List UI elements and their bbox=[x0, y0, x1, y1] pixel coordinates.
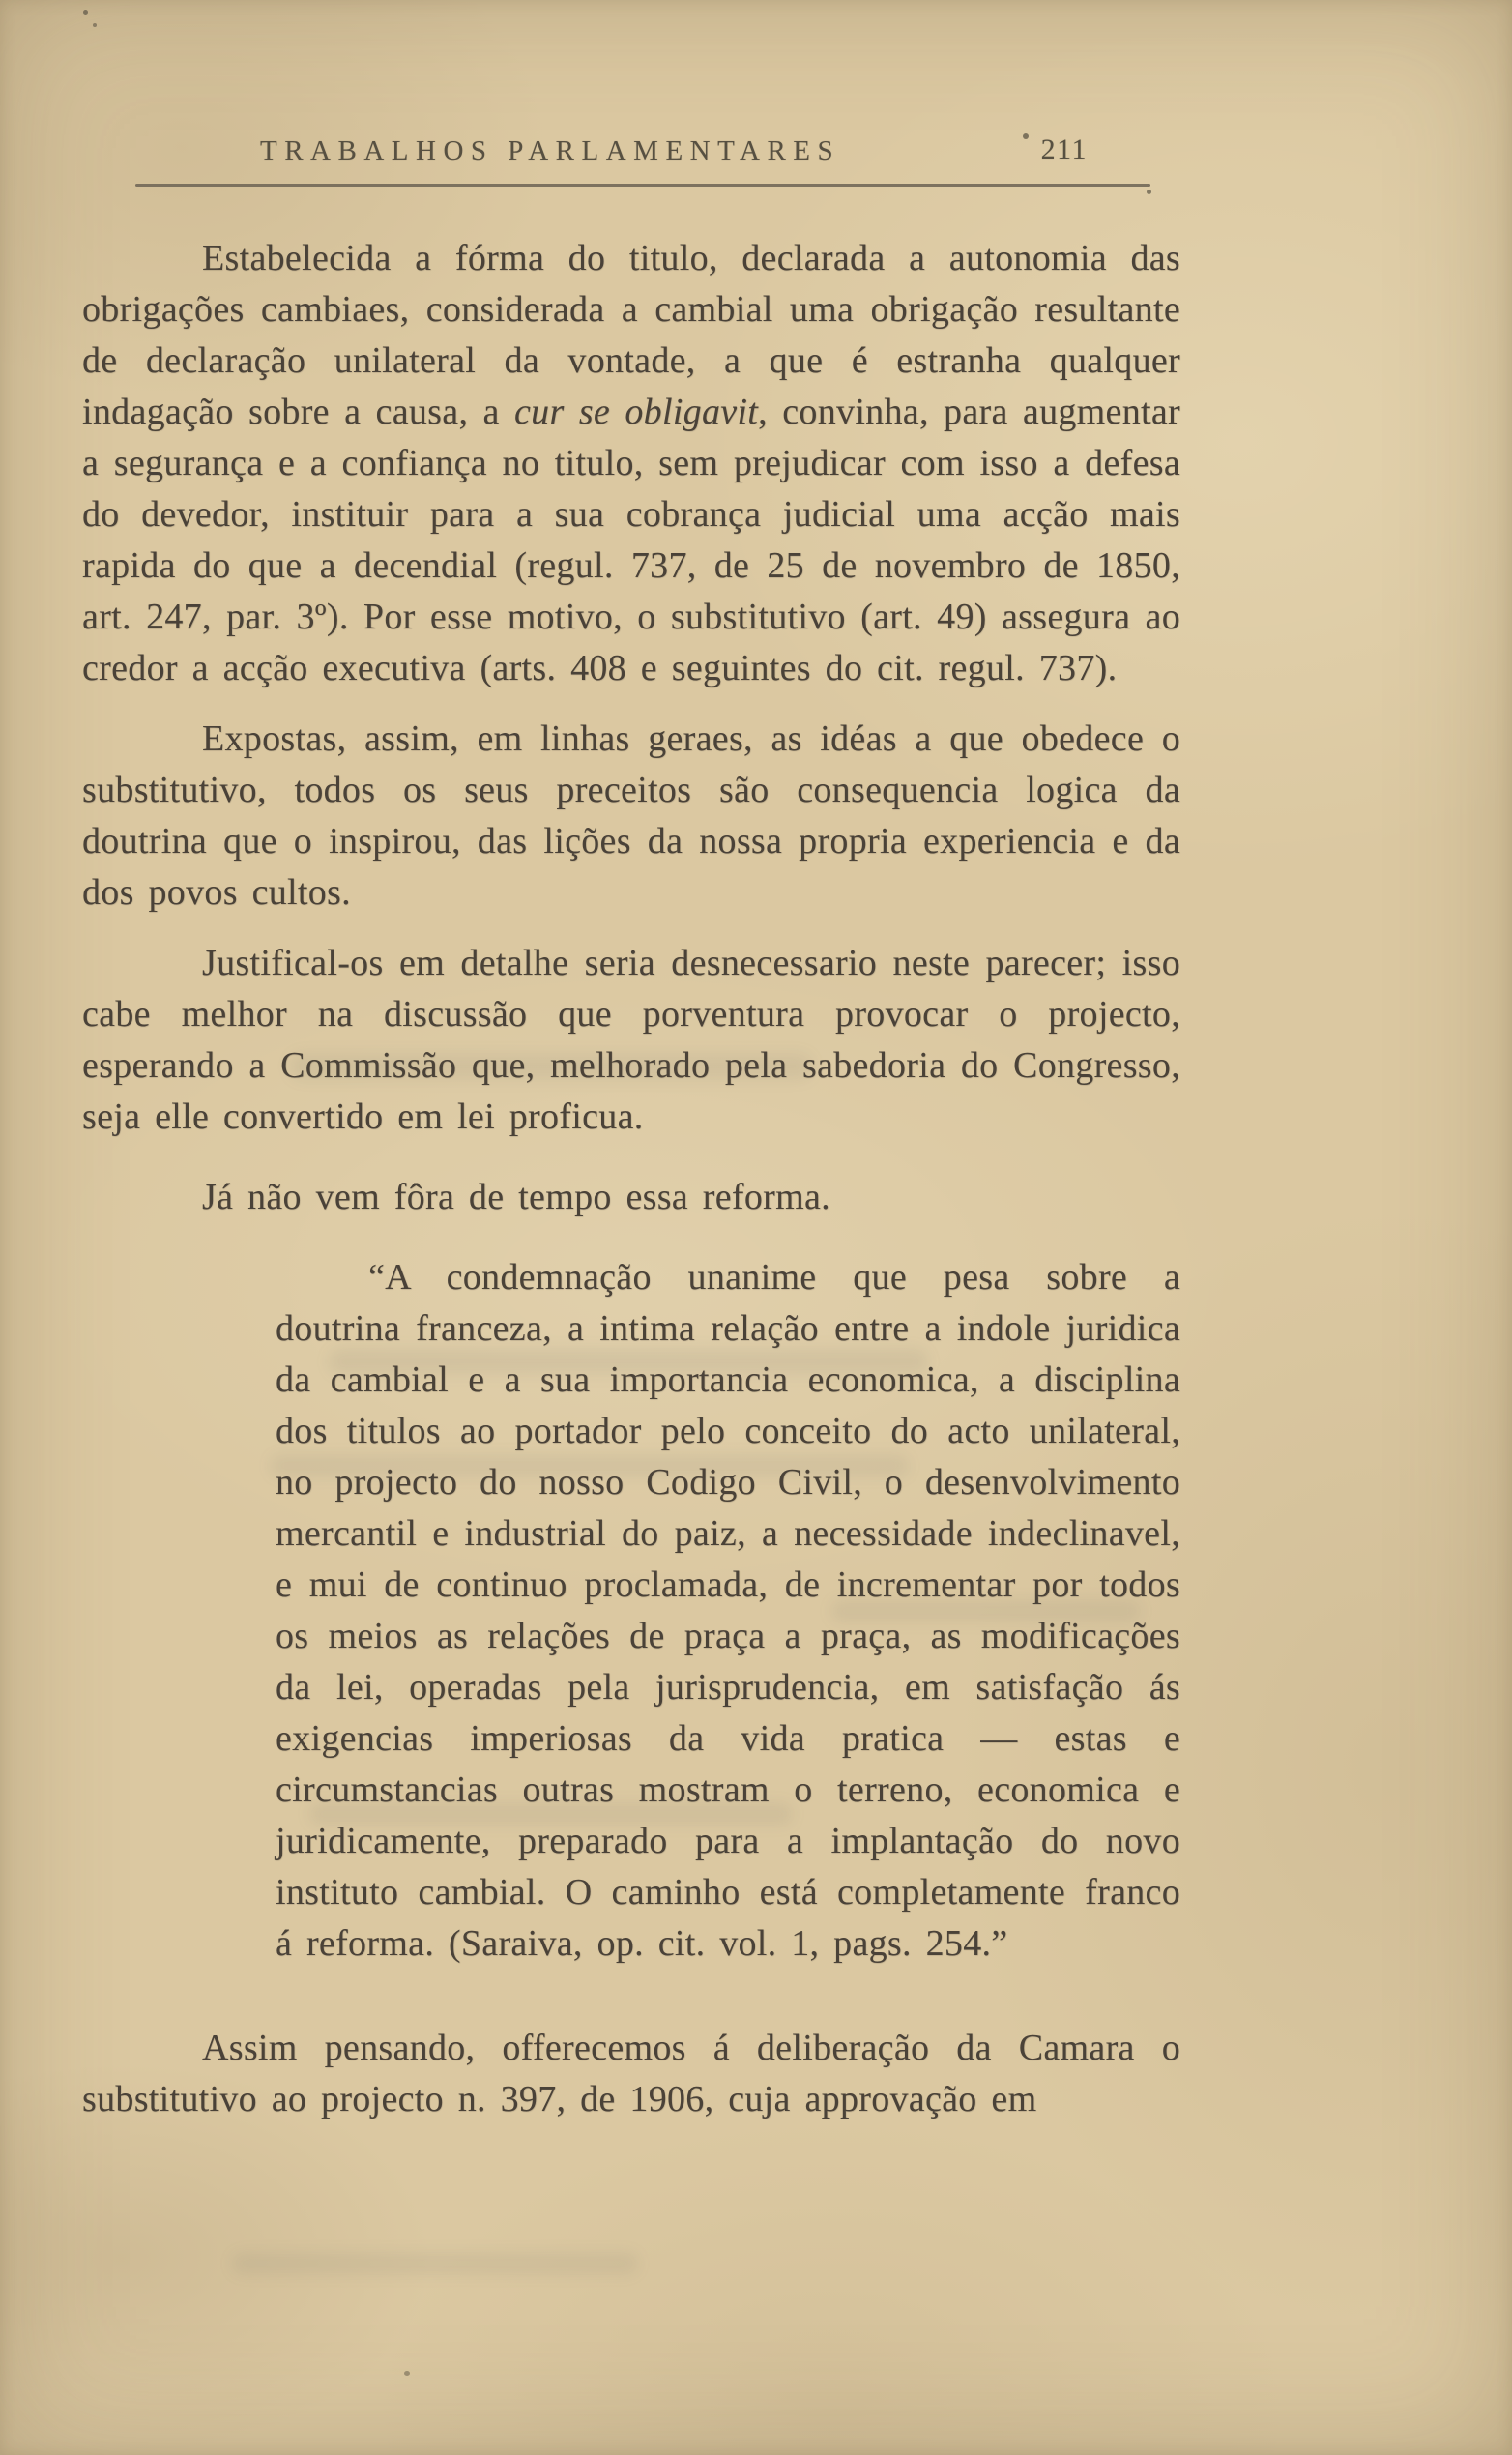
paragraph: Já não vem fôra de tempo essa reforma. bbox=[202, 1177, 830, 1217]
paragraph: Justifical-os em detalhe seria desnecessario neste parecer; isso cabe melhor na discussão que porventura provocar o projecto, esperando a Commissão que, melhorado pela sabedoria do Congresso, seja elle convertido em lei proficua. bbox=[82, 943, 1180, 1137]
show-through-ghost bbox=[232, 2253, 638, 2274]
page-header bbox=[82, 128, 1180, 174]
header-rule bbox=[135, 184, 1150, 187]
page-number: 211 bbox=[1040, 133, 1088, 165]
paragraph-text-segment: , convinha, para augmentar a segurança e a confiança no titulo, sem prejudicar com isso a defesa do devedor, instituir para a sua cobrança judicial uma acção mais rapida do que a decendial (regul. 737, de 25 de novembro de 1850, art. 247, par. 3º). Por esse motivo, o substitutivo (art. 49) assegura ao credor a acção executiva (arts. 408 e seguintes do cit. regul. 737). bbox=[82, 392, 1180, 688]
paragraph: Assim pensando, offerecemos á deliberação da Camara o substitutivo ao projecto n. 397, de 1906, cuja approvação em bbox=[82, 2028, 1180, 2119]
ink-speck bbox=[93, 23, 97, 27]
paragraph bbox=[82, 233, 1180, 694]
ink-speck bbox=[83, 10, 88, 15]
paragraph-text-segment: Estabelecida a fórma do titulo, declarada a autonomia das obrigações cambiaes, considerada a cambial uma obrigação resultante de declaração unilateral da vontade, a que é estranha qualquer indagação sobre a causa, a bbox=[82, 238, 1180, 432]
ink-speck bbox=[404, 2371, 410, 2376]
block-quote: “A condemnação unanime que pesa sobre a doutrina franceza, a intima relação entre a indole juridica da cambial e a sua importancia economica, a disciplina dos titulos ao portador pelo conceito do acto unilateral, no projecto do nosso Codigo Civil, o desenvolvimento mercantil e industrial do paiz, a necessidade indeclinavel, e mui de continuo proclamada, de incrementar por todos os meios as relações de praça a praça, as modificações da lei, operadas pela jurisprudencia, em satisfação ás exigencias imperiosas da vida pratica — estas e circumstancias outras mostram o terreno, economica e juridicamente, preparado para a implantação do novo instituto cambial. O caminho está completamente franco á reforma. (Saraiva, op. cit. vol. 1, pags. 254.” bbox=[276, 1257, 1180, 1964]
paragraph: Expostas, assim, em linhas geraes, as idéas a que obedece o substitutivo, todos os seus preceitos são consequencia logica da doutrina que o inspirou, das lições da nossa propria experiencia e da dos povos cultos. bbox=[82, 718, 1180, 913]
page-content bbox=[82, 128, 1180, 2125]
running-title: TRABALHOS PARLAMENTARES bbox=[260, 135, 841, 166]
page-body bbox=[82, 233, 1180, 2125]
latin-phrase-italic: cur se obligavit bbox=[513, 392, 759, 432]
